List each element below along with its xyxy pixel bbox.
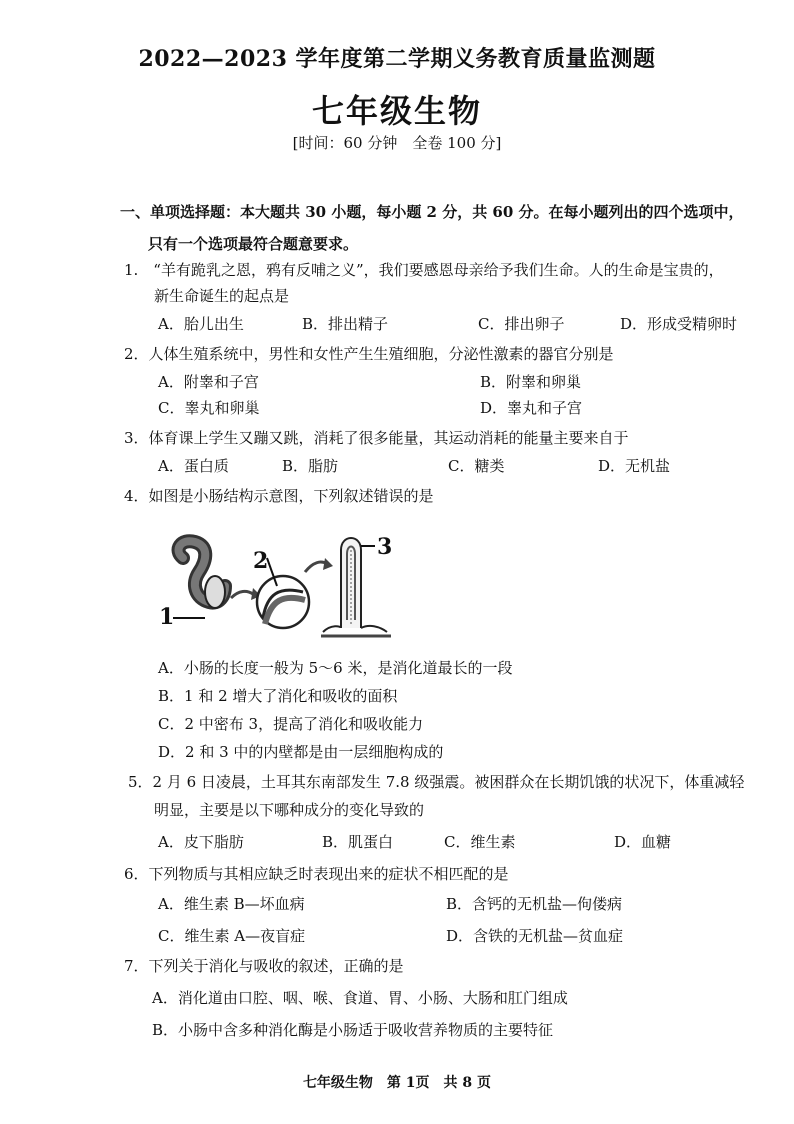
page-footer: 七年级生物 第 1页 共 8 页	[302, 1075, 492, 1091]
q3-option-b: B．脂肪	[282, 457, 339, 475]
q6-option-b: B．含钙的无机盐—佝偻病	[446, 895, 623, 913]
q1-option-c: C．排出卵子	[478, 315, 565, 333]
intestine-drawing	[173, 541, 225, 618]
q5-option-b: B．肌蛋白	[322, 833, 394, 851]
figure-label-1: 1	[159, 604, 175, 630]
q7-option-b: B．小肠中含多种消化酶是小肠适于吸收营养物质的主要特征	[152, 1021, 554, 1039]
subject-title: 七年级生物	[311, 92, 482, 130]
small-intestine-figure	[155, 520, 415, 640]
question-3: 3．体育课上学生又蹦又跳，消耗了很多能量，其运动消耗的能量主要来自于	[124, 429, 629, 447]
q3-option-c: C．糖类	[448, 457, 505, 475]
question-1-cont: 新生命诞生的起点是	[154, 287, 290, 305]
q5-option-d: D．血糖	[614, 833, 672, 851]
q6-option-c: C．维生素 A—夜盲症	[158, 927, 306, 945]
q6-option-a: A．维生素 B—坏血病	[158, 895, 305, 913]
q4-option-d: D．2 和 3 中的内壁都是由一层细胞构成的	[158, 743, 444, 761]
exam-title: 2022—2023 学年度第二学期义务教育质量监测题	[138, 46, 656, 72]
q4-option-b: B．1 和 2 增大了消化和吸收的面积	[158, 687, 398, 705]
section-heading-cont: 只有一个选项最符合题意要求。	[148, 235, 359, 253]
question-6: 6．下列物质与其相应缺乏时表现出来的症状不相匹配的是	[124, 865, 509, 883]
q7-option-a: A．消化道由口腔、咽、喉、食道、胃、小肠、大肠和肛门组成	[152, 989, 568, 1007]
q1-option-b: B．排出精子	[302, 315, 389, 333]
q3-option-d: D．无机盐	[598, 457, 671, 475]
q2-option-a: A．附睾和子宫	[158, 373, 259, 391]
figure-label-2: 2	[253, 548, 269, 574]
q5-option-a: A．皮下脂肪	[158, 833, 244, 851]
section-heading: 一、单项选择题：本大题共 30 小题，每小题 2 分，共 60 分。在每小题列出的四个选项中，	[120, 203, 744, 221]
exam-info: [时间：60 分钟 全卷 100 分]	[292, 134, 502, 152]
question-4: 4．如图是小肠结构示意图，下列叙述错误的是	[124, 487, 434, 505]
q1-option-d: D．形成受精卵时	[620, 315, 738, 333]
q4-option-a: A．小肠的长度一般为 5～6 米，是消化道最长的一段	[158, 659, 513, 677]
question-5: 5．2 月 6 日凌晨，土耳其东南部发生 7.8 级强震。被困群众在长期饥饿的状况下，体重减轻	[128, 773, 745, 791]
q6-option-d: D．含铁的无机盐—贫血症	[446, 927, 624, 945]
question-7: 7．下列关于消化与吸收的叙述，正确的是	[124, 957, 404, 975]
q2-option-c: C．睾丸和卵巢	[158, 399, 260, 417]
q4-option-c: C．2 中密布 3，提高了消化和吸收能力	[158, 715, 424, 733]
q2-option-b: B．附睾和卵巢	[480, 373, 582, 391]
question-5-cont: 明显，主要是以下哪种成分的变化导致的	[154, 801, 425, 819]
q3-option-a: A．蛋白质	[158, 457, 229, 475]
q2-option-d: D．睾丸和子宫	[480, 399, 583, 417]
q1-option-a: A．胎儿出生	[158, 315, 244, 333]
question-1: 1. “羊有跪乳之恩，鸦有反哺之义”，我们要感恩母亲给予我们生命。人的生命是宝贵的，	[124, 261, 724, 279]
q5-option-c: C．维生素	[444, 833, 516, 851]
figure-label-3: 3	[377, 534, 393, 560]
question-2: 2．人体生殖系统中，男性和女性产生生殖细胞，分泌性激素的器官分别是	[124, 345, 614, 363]
